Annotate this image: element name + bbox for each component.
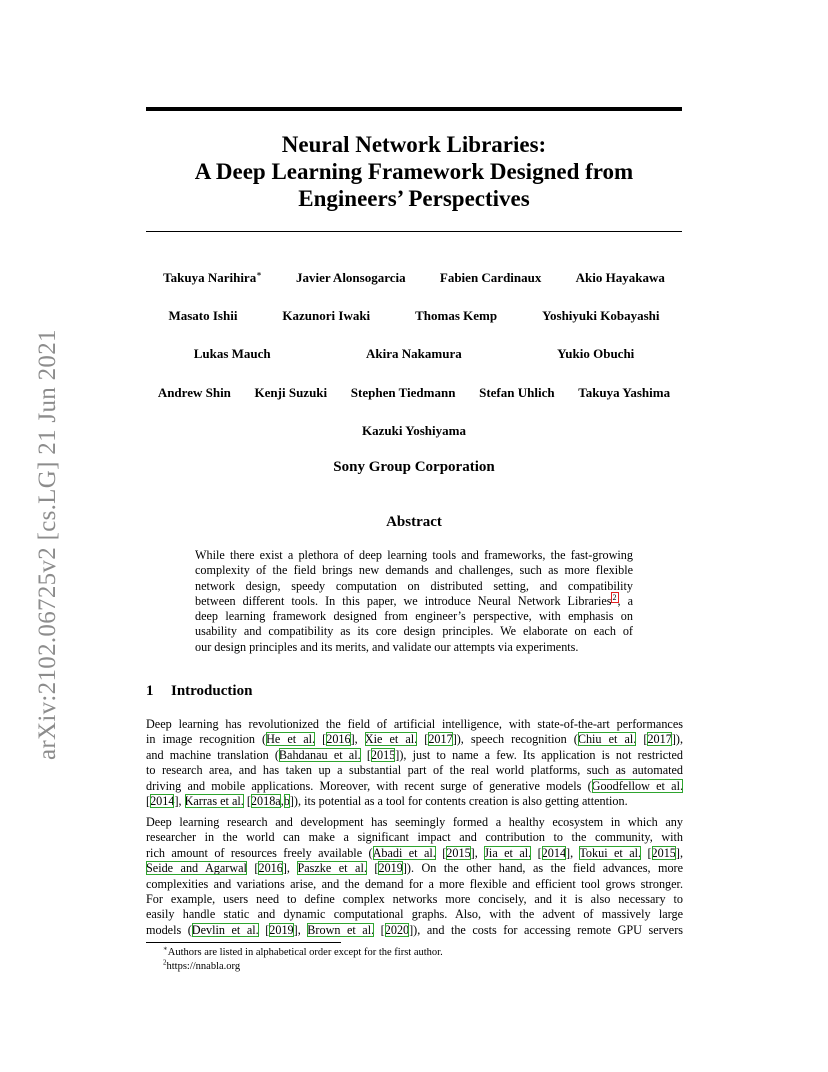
citation-link[interactable]: 2014 (541, 845, 567, 860)
title-top-rule (146, 107, 682, 111)
abstract-line: network design, speedy computation on distributed setting, and compatibility (195, 578, 633, 593)
citation-link[interactable]: Chiu et al. (577, 732, 637, 747)
citation-link[interactable]: 2017 (428, 732, 453, 747)
section-title: Introduction (171, 683, 253, 699)
citation-link[interactable]: Goodfellow et al. (591, 778, 683, 793)
section-heading (146, 683, 252, 700)
author: Stefan Uhlich (479, 385, 555, 400)
citation-link[interactable]: 2015 (651, 845, 676, 860)
citation-link[interactable]: He et al. (266, 732, 316, 747)
author: Kazunori Iwaki (282, 308, 371, 323)
author-row-3 (146, 346, 682, 362)
citation-link[interactable]: 2016 (258, 861, 283, 876)
title-line-2: A Deep Learning Framework Designed from (194, 159, 634, 184)
author: Kenji Suzuki (254, 385, 328, 400)
citation-link[interactable]: 2015 (446, 845, 471, 860)
arxiv-stamp: arXiv:2102.06725v2 [cs.LG] 21 Jun 2021 (34, 329, 61, 760)
abstract-line: between different tools. In this paper, we introduce Neural Network Libraries$^2$, a (195, 592, 633, 608)
citation-link[interactable]: Karras et al. (184, 794, 244, 809)
abstract-body (195, 548, 633, 655)
abstract-line: complexity of the field brings new demands and challenges, such as more flexible (195, 563, 633, 578)
author: Takuya Yashima (578, 385, 671, 400)
citation-link[interactable]: Jia et al. (484, 845, 532, 860)
author: Takuya Narihira∗ (163, 269, 262, 285)
author: Javier Alonsogarcia (295, 270, 406, 285)
author: Andrew Shin (157, 385, 231, 400)
citation-link[interactable]: Seide and Agarwal (146, 861, 247, 876)
footnote-1: ∗Authors are listed in alphabetical order except for the first author. (163, 944, 443, 958)
author-row-4 (146, 385, 682, 401)
citation-link[interactable]: Tokui et al. (579, 845, 642, 860)
title-bottom-rule (146, 231, 682, 232)
author: Akio Hayakawa (575, 270, 665, 285)
footnote-url[interactable]: https://nnabla.org (166, 961, 241, 972)
author-row-1 (146, 270, 682, 286)
citation-link[interactable]: Bahdanau et al. (278, 747, 361, 762)
footnote-link[interactable]: 2 (612, 592, 617, 602)
citation-link[interactable]: Abadi et al. (372, 845, 436, 860)
author-row-2 (146, 308, 682, 324)
author-row-5 (146, 423, 682, 439)
citation-link[interactable]: 2020 (384, 922, 410, 937)
citation-link[interactable]: Brown et al. (307, 922, 375, 937)
author: Thomas Kemp (415, 308, 498, 323)
abstract-heading: Abstract (386, 514, 442, 530)
author: Fabien Cardinaux (439, 270, 542, 285)
author: Kazuki Yoshiyama (362, 423, 466, 438)
citation-link[interactable]: 2018a (250, 794, 281, 809)
author: Lukas Mauch (193, 346, 271, 361)
citation-link[interactable]: 2019 (378, 861, 403, 876)
citation-link[interactable]: 2016 (326, 732, 351, 747)
citation-link[interactable]: 2019 (269, 922, 294, 937)
abstract-line: our design principles and its merits, and validate our attempts via experiments. (195, 639, 579, 654)
author: Stephen Tiedmann (350, 385, 456, 400)
title-line-1: Neural Network Libraries: (281, 132, 547, 157)
citation-link[interactable]: 2014 (150, 794, 175, 809)
affiliation: Sony Group Corporation (333, 459, 495, 475)
abstract-line: deep learning framework designed from engineer’s perspective, with emphasis on (195, 609, 633, 624)
citation-link[interactable]: b (283, 794, 290, 809)
citation-link[interactable]: Xie et al. (364, 732, 418, 747)
abstract-line: usability and compatibility as its core design principles. We elaborate on each of (195, 624, 633, 639)
abstract-line: While there exist a plethora of deep learning tools and frameworks, the fast-growing (195, 548, 633, 562)
author: Akira Nakamura (366, 346, 462, 361)
footnote-rule (146, 942, 341, 943)
author: Yukio Obuchi (557, 346, 635, 361)
footnote-2: $^2$https://nnabla.org (163, 958, 241, 972)
author: Yoshiyuki Kobayashi (542, 308, 660, 323)
author: Masato Ishii (168, 308, 238, 323)
citation-link[interactable]: 2017 (647, 732, 672, 747)
intro-paragraph-1: Deep learning has revolutionized the field of artificial intelligence, with state-of-the-art performances in image recognition (He et al. [2016], Xie et al. [2017]), speech recognition (Chiu et al. [2017]), and machine translation (Bahdanau et al. [2015]), just to name a few. Its application is not restricted to research area, and has taken up a substantial part of the real world platforms, such as automated driving and mobile applications. Moreover, with recent surge of generative models (Goodfellow et al. [2014], Karras et al. [2018a,b]), its potential as a tool for contents creation is also getting attention. (146, 717, 684, 809)
citation-link[interactable]: 2015 (370, 747, 396, 762)
citation-link[interactable]: Paszke et al. (297, 861, 367, 876)
intro-paragraph-2: Deep learning research and development has seemingly formed a healthy ecosystem in which any researcher in the world can make a significant impact and contribution to the community, with rich amount of resources freely available (Abadi et al. [2015], Jia et al. [2014], Tokui et al. [2015], Seide and Agarwal [2016], Paszke et al. [2019]). On the other hand, as the field advances, more complexities and variations arise, and the demand for a more flexible and efficient tool grows stronger. For example, users need to define complex networks more concisely, and it is also necessary to easily handle static and dynamic computational graphs. Also, with the advent of massively large models (Devlin et al. [2019], Brown et al. [2020]), and the costs for accessing remote GPU servers (146, 815, 684, 937)
paper-title (146, 131, 682, 212)
title-line-3: Engineers’ Perspectives (298, 186, 530, 211)
footnotes (163, 946, 443, 974)
citation-link[interactable]: Devlin et al. (191, 922, 259, 937)
section-number: 1 (146, 683, 154, 699)
